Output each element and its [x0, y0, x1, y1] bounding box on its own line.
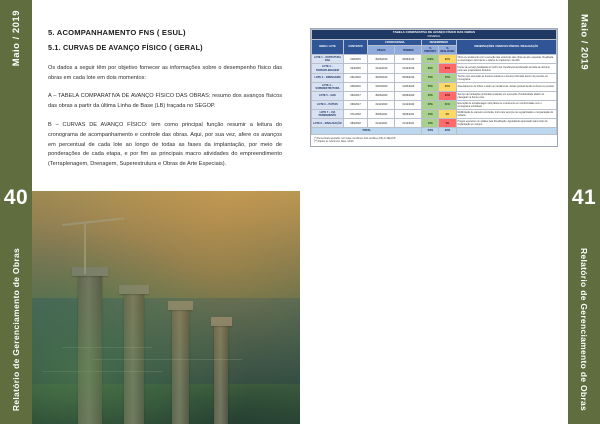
col-prazo: PRAZO: [368, 46, 395, 55]
left-page-number: 40: [3, 186, 29, 209]
cell-obra: LOTE 6 – PÁTIOS: [312, 100, 344, 109]
cell-prazo: 31/12/2019: [368, 64, 395, 73]
cell-realizado: 9%: [439, 109, 456, 118]
left-text-block: [32, 0, 300, 170]
cell-previsto: 40%: [422, 91, 439, 100]
col-realizado: % REALIZADO: [440, 47, 455, 54]
table-title-line1: TABELA COMPARATIVA DE AVANÇO FÍSICO DAS OBRAS: [392, 30, 476, 34]
cell-termino: 30/06/2019: [395, 55, 422, 64]
cell-observacao: Frente de serviço paralisada no trecho sul. Pendência de liberação de faixa de domínio junto aos proprietários lindeiros.: [456, 64, 557, 73]
table-total-row: [312, 128, 557, 134]
cell-total-label: TOTAL: [312, 128, 422, 134]
cell-total-previsto: 50%: [422, 128, 439, 134]
cell-obra: LOTE 8 – SINALIZAÇÃO: [312, 119, 344, 128]
cell-observacao: Execução de terraplenagem dos pátios de cruzamento em conformidade com o cronograma contratual.: [456, 100, 557, 109]
bridge-construction-photo: [32, 191, 300, 424]
col-desempenho: DESEMPENHO: [422, 39, 456, 45]
table-row: [312, 64, 557, 73]
left-rail-date: Maio / 2019: [10, 10, 22, 67]
cell-realizado: 48%: [439, 82, 456, 91]
right-rail-date: Maio / 2019: [578, 14, 590, 71]
cell-termino: 31/12/2019: [395, 64, 422, 73]
cell-contrato: 071/2018: [343, 109, 368, 118]
cell-prazo: 30/06/2019: [368, 55, 395, 64]
cell-termino: 30/09/2019: [395, 73, 422, 82]
right-page-rail: [568, 0, 600, 424]
comparative-progress-table: [311, 29, 557, 135]
cell-contrato: 018/2015: [343, 55, 368, 64]
comparative-table-wrapper: [310, 28, 558, 147]
table-row: [312, 100, 557, 109]
table-title-line2: FNS/ESUL: [427, 34, 441, 38]
cell-observacao: Trecho com execução de bueiros celulares e drenos profundos dentro do previsto em cronograma.: [456, 73, 557, 82]
section-title: 5. ACOMPANHAMENTO FNS ( ESUL): [48, 28, 186, 37]
cell-observacao: Projeto executivo em análise pela fiscalização. Aguardando aprovação para início da implantação em campo.: [456, 119, 557, 128]
table-footnotes: [311, 135, 557, 147]
table-row: [312, 55, 557, 64]
cell-contrato: 031/2016: [343, 73, 368, 82]
col-obra: OBRA / LOTE: [312, 39, 344, 54]
cell-previsto: 10%: [422, 119, 439, 128]
table-row: [312, 109, 557, 118]
cell-prazo: 31/12/2021: [368, 119, 395, 128]
cell-previsto: 30%: [422, 100, 439, 109]
cell-prazo: 30/06/2021: [368, 109, 395, 118]
cell-termino: 31/12/2021: [395, 119, 422, 128]
col-cronograma: CRONOGRAMA: [368, 39, 422, 45]
cell-contrato: 052/2017: [343, 91, 368, 100]
cell-obra: LOTE 5 – OAE: [312, 91, 344, 100]
cell-total-observacao: [456, 128, 557, 134]
cell-termino: 30/06/2021: [395, 109, 422, 118]
cell-realizado: 65%: [439, 64, 456, 73]
left-rail-label-block: [0, 248, 32, 416]
cell-realizado: 31%: [439, 100, 456, 109]
cell-observacao: Serviço de fundações profundas (estacas) em execução. Produtividade abaixo do planejado na frente norte.: [456, 91, 557, 100]
left-rail-date-block: [0, 10, 32, 75]
cell-observacao: Obra em andamento com execução das estruturas das obras de arte especiais. Realizada a concretagem dos blocos e pilares do viaduto km 12+300.: [456, 55, 557, 64]
cell-contrato: 060/2017: [343, 100, 368, 109]
cell-contrato: 083/2018: [343, 119, 368, 128]
cell-termino: 31/12/2020: [395, 100, 422, 109]
table-row: [312, 73, 557, 82]
cell-previsto: 55%: [422, 82, 439, 91]
table-body: [312, 55, 557, 134]
cell-prazo: 30/06/2020: [368, 91, 395, 100]
cell-prazo: 31/12/2020: [368, 100, 395, 109]
table-row: [312, 119, 557, 128]
cell-observacao: Mobilização de canteiro concluída. Início dos serviços de regularização e compactação do subleito.: [456, 109, 557, 118]
col-previsto: % PREVISTO: [422, 46, 439, 55]
table-row: [312, 91, 557, 100]
cell-termino: 30/06/2020: [395, 91, 422, 100]
table-footnote-2: (**) Dados de referência: Maio / 2019.: [314, 140, 355, 144]
subsection-title: 5.1. CURVAS DE AVANÇO FÍSICO ( GERAL): [48, 42, 203, 52]
right-page-content: [300, 0, 568, 424]
table-footnote-1: (*) Percentuais apurados com base na última Linha de Base (LB) do SEGOP.: [314, 136, 396, 140]
col-termino: TÉRMINO: [395, 46, 422, 55]
cell-prazo: 31/03/2020: [368, 82, 395, 91]
cell-realizado: 4%: [439, 119, 456, 128]
table-row: [312, 82, 557, 91]
right-rail-date-block: [568, 10, 600, 75]
right-page-number: 41: [571, 186, 597, 209]
paragraph-item-a: A – TABELA COMPARATIVA DE AVANÇO FÍSICO DAS OBRAS: resumo dos avanços físicos das obras a partir da última Linha de Base (LB) traçada no SEGOP.: [48, 93, 282, 110]
cell-termino: 31/03/2020: [395, 82, 422, 91]
cell-obra: LOTE 4 – SUPERESTRUTURA: [312, 82, 344, 91]
paragraph-item-b: B – CURVAS DE AVANÇO FÍSICO: tem como principal função resumir a leitura do cronograma de acompanhamento e controle das obras. Aqui, por sua vez, afere os avanços em percentual de cada lote ao longo de todas as fases da implantação, por meio de ponderações de cada etapa, e por fim as principais macro atividades do empreendimento (Terraplenagem, Drenagem, Superestrutura e Obras de Arte Especiais).: [48, 121, 282, 168]
table-title-row: [312, 30, 557, 40]
col-contrato: CONTRATO: [343, 39, 368, 54]
paragraph-intro: Os dados a seguir têm por objetivo fornecer as informações sobre o desempenho físico das obras em cada lote em dois momentos:: [48, 64, 282, 81]
cell-contrato: 045/2016: [343, 82, 368, 91]
col-observacoes: OBSERVAÇÕES / MARCOS FÍSICOS / REALIZAÇÃO: [456, 39, 557, 54]
cell-obra: LOTE 3 – DRENAGEM: [312, 73, 344, 82]
cell-observacao: Assentamento de trilhos e lastro em andamento. Atraso pontual devido à chuva no período.: [456, 82, 557, 91]
cell-realizado: 22%: [439, 91, 456, 100]
cell-previsto: 15%: [422, 109, 439, 118]
left-page-rail: [0, 0, 32, 424]
cell-previsto: 100%: [422, 55, 439, 64]
cell-contrato: 024/2015: [343, 64, 368, 73]
left-page-content: [32, 0, 300, 424]
cell-obra: LOTE 2 – TERRAPLENAGEM: [312, 64, 344, 73]
right-rail-label-block: [568, 248, 600, 416]
cell-realizado: 92%: [439, 55, 456, 64]
cell-total-realizado: 42%: [439, 128, 456, 134]
cell-previsto: 70%: [422, 73, 439, 82]
cell-previsto: 80%: [422, 64, 439, 73]
cell-realizado: 70%: [439, 73, 456, 82]
left-rail-report-label: Relatório de Gerenciamento de Obras: [11, 247, 21, 411]
cell-obra: LOTE 7 – VIA PERMANENTE: [312, 109, 344, 118]
cell-prazo: 30/09/2019: [368, 73, 395, 82]
photo-color-overlay: [32, 191, 300, 424]
right-rail-report-label: Relatório de Gerenciamento de Obras: [579, 247, 589, 411]
cell-obra: LOTE 1 – ESTRUTURA OAE: [312, 55, 344, 64]
table-title: [312, 30, 557, 40]
